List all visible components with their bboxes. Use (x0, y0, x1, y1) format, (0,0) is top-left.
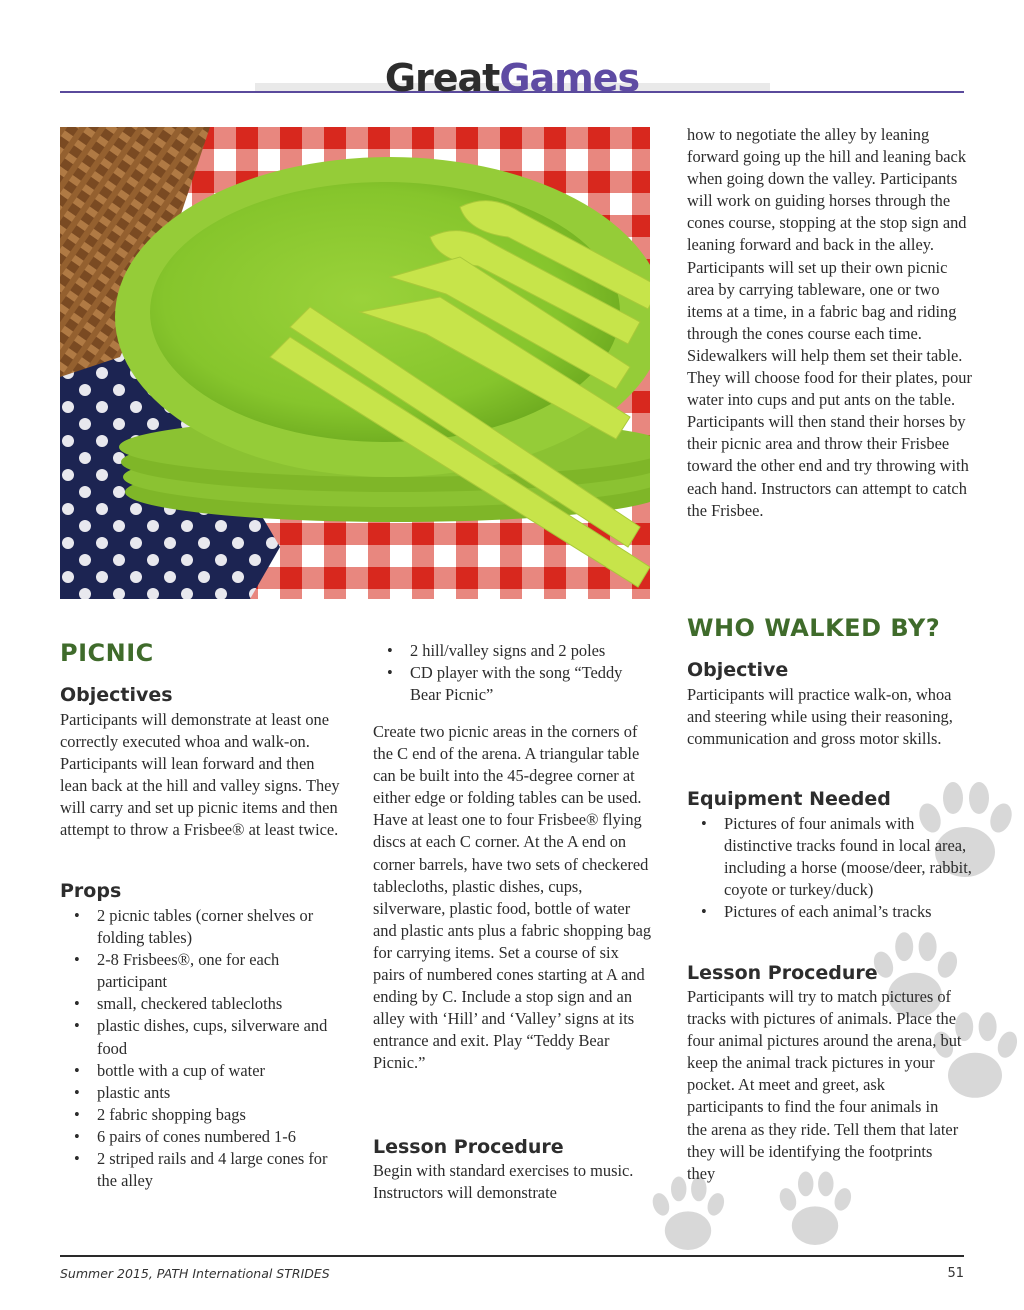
list-item: • plastic dishes, cups, silverware and food (60, 1015, 345, 1059)
picnic-procedure-heading: Lesson Procedure (373, 1136, 564, 1158)
picnic-objectives-heading: Objectives (60, 684, 173, 706)
list-item: • 2 fabric shopping bags (60, 1104, 345, 1126)
walked-equipment-heading: Equipment Needed (687, 788, 891, 810)
list-item: • 6 pairs of cones numbered 1-6 (60, 1126, 345, 1148)
page-number: 51 (947, 1266, 964, 1281)
footer-issue: Summer 2015, PATH International STRIDES (60, 1266, 330, 1281)
picnic-props-list-continued (373, 640, 648, 706)
list-item: • Pictures of each animal’s tracks (687, 901, 972, 923)
list-item: • bottle with a cup of water (60, 1060, 345, 1082)
list-item: • 2 picnic tables (corner shelves or folding tables) (60, 905, 345, 949)
walked-procedure-text: Participants will try to match pictures of tracks with pictures of animals. Place the four animal pictures around the arena, but keep the animal track pictures in your pocket. At meet and greet, ask participants to find the four animals in the arena as they ride. Tell them that later they will be identifying the footprints they (687, 987, 962, 1183)
picnic-procedure-continued: how to negotiate the alley by leaning forward going up the hill and leaning back when going down the valley. Participants will work on guiding horses through the cones course, stopping at the stop sign and leaning forward and back in the alley. Participants will set up their own picnic area by carrying tableware, one or two items at a time, in a fabric bag and riding through the cones course each time. Sidewalkers will help them set their table. They will choose food for their plates, pour water into cups and put ants on the table. Participants will then stand their horses by their picnic area and throw their Frisbee toward the other end and try throwing with each hand. Instructors can attempt to catch the Frisbee. (687, 125, 972, 520)
footer-rule (60, 1255, 964, 1257)
list-item: • small, checkered tablecloths (60, 993, 345, 1015)
picnic-tableware-photo (60, 127, 650, 599)
walked-equipment-list (687, 813, 972, 923)
picnic-setup-text: Create two picnic areas in the corners of the C end of the arena. A triangular table can be built into the 45-degree corner at either edge or folding tables can be used. Have at least one to four Frisbee® flying discs at each C corner. At the A end on corner barrels, have two sets of checkered tablecloths, plastic dishes, cups, silverware, plastic food, bottle of water and plastic ants plus a fabric shopping bag for carrying items. Set a course of six pairs of numbered cones starting at A and ending by C. Include a stop sign and an alley with ‘Hill’ and ‘Valley’ signs at its entrance and exit. Play “Teddy Bear Picnic.” (373, 722, 652, 1073)
picnic-title: PICNIC (60, 639, 154, 667)
list-item: • 2 striped rails and 4 large cones for the alley (60, 1148, 345, 1192)
picnic-procedure-text: Begin with standard exercises to music. Instructors will demonstrate (373, 1161, 634, 1203)
list-item: • CD player with the song “Teddy Bear Picnic” (373, 662, 648, 706)
walked-objective-text: Participants will practice walk-on, whoa and steering while using their reasoning, communication and gross motor skills. (687, 685, 953, 749)
masthead (0, 55, 1024, 101)
picnic-objectives-text: Participants will demonstrate at least one correctly executed whoa and walk-on. Participants will lean forward and then lean back at the hill and valley signs. They will carry and set up picnic items and then attempt to throw a Frisbee® at least twice. (60, 710, 340, 840)
picnic-props-list (60, 905, 345, 1192)
masthead-games: Games (499, 56, 640, 100)
walked-title: WHO WALKED BY? (687, 614, 941, 642)
list-item: • Pictures of four animals with distinctive tracks found in local area, including a horse (moose/deer, rabbit, coyote or turkey/duck) (687, 813, 972, 901)
list-item: • 2 hill/valley signs and 2 poles (373, 640, 648, 662)
list-item: • plastic ants (60, 1082, 345, 1104)
picnic-props-heading: Props (60, 880, 122, 902)
list-item: • 2-8 Frisbees®, one for each participant (60, 949, 345, 993)
walked-procedure-heading: Lesson Procedure (687, 962, 878, 984)
walked-objective-heading: Objective (687, 659, 789, 681)
paw-print-icon (648, 1175, 728, 1260)
masthead-great: Great (384, 56, 500, 100)
